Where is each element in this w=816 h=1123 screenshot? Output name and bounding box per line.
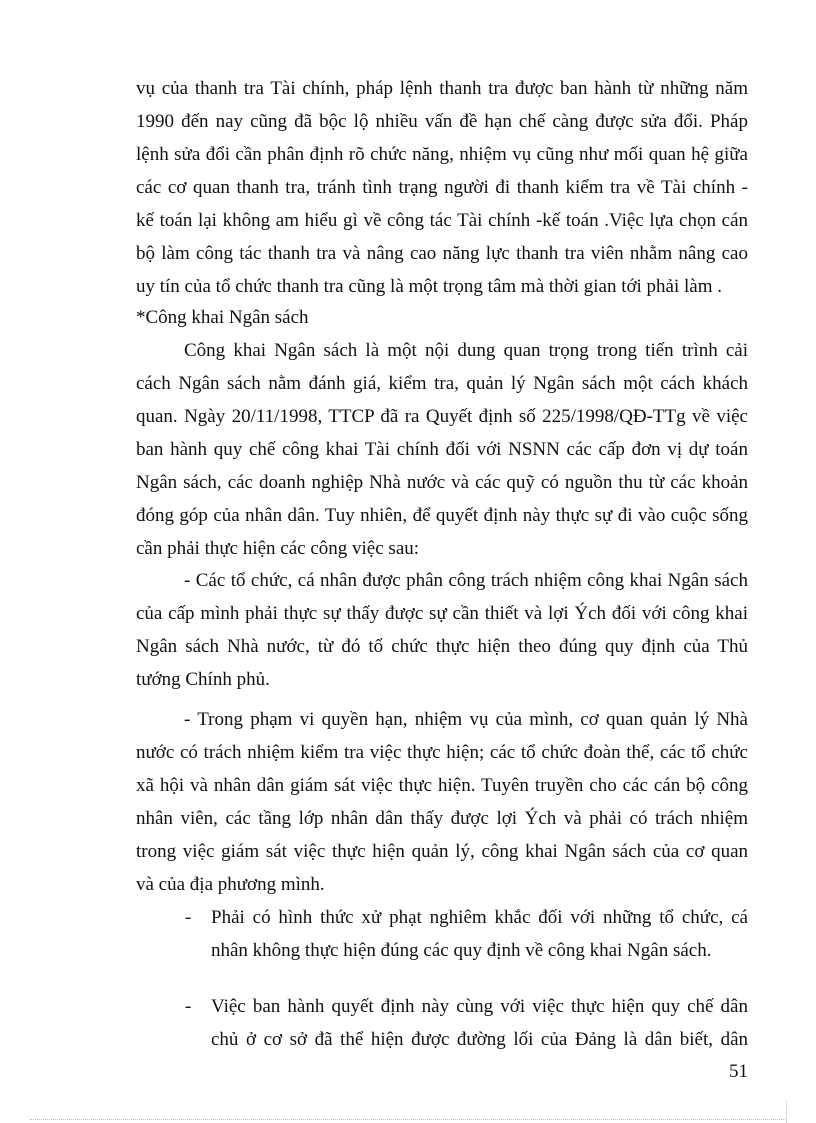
footer-dotted-rule — [30, 1119, 786, 1120]
text-line: các cơ quan thanh tra, tránh tình trạng người đi thanh kiểm tra về Tài chính - — [136, 177, 748, 198]
text-line: của cấp mình phải thực sự thấy được sự cần thiết và lợi Ých đối với công khai — [136, 603, 748, 624]
text-line: vụ của thanh tra Tài chính, pháp lệnh thanh tra được ban hành từ những năm — [136, 78, 748, 99]
text-line: bộ làm công tác thanh tra và nâng cao năng lực thanh tra viên nhằm nâng cao — [136, 243, 748, 264]
side-dotted-rule — [786, 1100, 787, 1123]
text-line: ban hành quy chế công khai Tài chính đối với NSNN các cấp đơn vị dự toán — [136, 439, 748, 460]
text-line: và của địa phương mình. — [136, 874, 325, 895]
text-line: - Trong phạm vi quyền hạn, nhiệm vụ của mình, cơ quan quản lý Nhà — [184, 709, 748, 730]
text-line: Ngân sách Nhà nước, từ đó tổ chức thực hiện theo đúng quy định của Thủ — [136, 636, 748, 657]
bullet-line: Phải có hình thức xử phạt nghiêm khắc đối với những tổ chức, cá — [211, 907, 748, 928]
text-line: tướng Chính phủ. — [136, 669, 270, 690]
bullet-line: chủ ở cơ sở đã thể hiện được đường lối của Đảng là dân biết, dân — [211, 1029, 748, 1050]
text-line: đóng góp của nhân dân. Tuy nhiên, để quyết định này thực sự đi vào cuộc sống — [136, 505, 748, 526]
text-line: uy tín của tổ chức thanh tra cũng là một trọng tâm mà thời gian tới phải làm . — [136, 276, 723, 297]
text-line: trong việc giám sát việc thực hiện quản lý, công khai Ngân sách của cơ quan — [136, 841, 748, 862]
text-line: - Các tổ chức, cá nhân được phân công trách nhiệm công khai Ngân sách — [184, 570, 748, 591]
page-number: 51 — [729, 1061, 748, 1082]
text-line: nhân viên, các tầng lớp nhân dân thấy được lợi Ých và phải có trách nhiệm — [136, 808, 748, 829]
text-line: nước có trách nhiệm kiểm tra việc thực hiện; các tổ chức đoàn thể, các tổ chức — [136, 742, 748, 763]
bullet-line: Việc ban hành quyết định này cùng với việc thực hiện quy chế dân — [211, 996, 748, 1017]
text-line: kế toán lại không am hiểu gì về công tác Tài chính -kế toán .Việc lựa chọn cán — [136, 210, 748, 231]
text-line: 1990 đến nay cũng đã bộc lộ nhiều vấn đề hạn chế càng được sửa đổi. Pháp — [136, 111, 748, 132]
text-line: quan. Ngày 20/11/1998, TTCP đã ra Quyết định số 225/1998/QĐ-TTg về việc — [136, 406, 748, 427]
bullet-line: nhân không thực hiện đúng các quy định về công khai Ngân sách. — [211, 940, 712, 961]
text-line: cần phải thực hiện các công việc sau: — [136, 538, 420, 559]
text-line: lệnh sửa đổi cần phân định rõ chức năng, nhiệm vụ cũng như mối quan hệ giữa — [136, 144, 748, 165]
text-line: cách Ngân sách nằm đánh giá, kiểm tra, quản lý Ngân sách một cách khách — [136, 373, 748, 394]
bullet-marker: - — [185, 996, 192, 1017]
section-heading: *Công khai Ngân sách — [136, 307, 309, 328]
text-line: xã hội và nhân dân giám sát việc thực hiện. Tuyên truyền cho các cán bộ công — [136, 775, 748, 796]
bullet-marker: - — [185, 907, 192, 928]
text-line: Công khai Ngân sách là một nội dung quan trọng trong tiến trình cải — [184, 340, 748, 361]
text-line: Ngân sách, các doanh nghiệp Nhà nước và các quỹ có nguồn thu từ các khoản — [136, 472, 748, 493]
